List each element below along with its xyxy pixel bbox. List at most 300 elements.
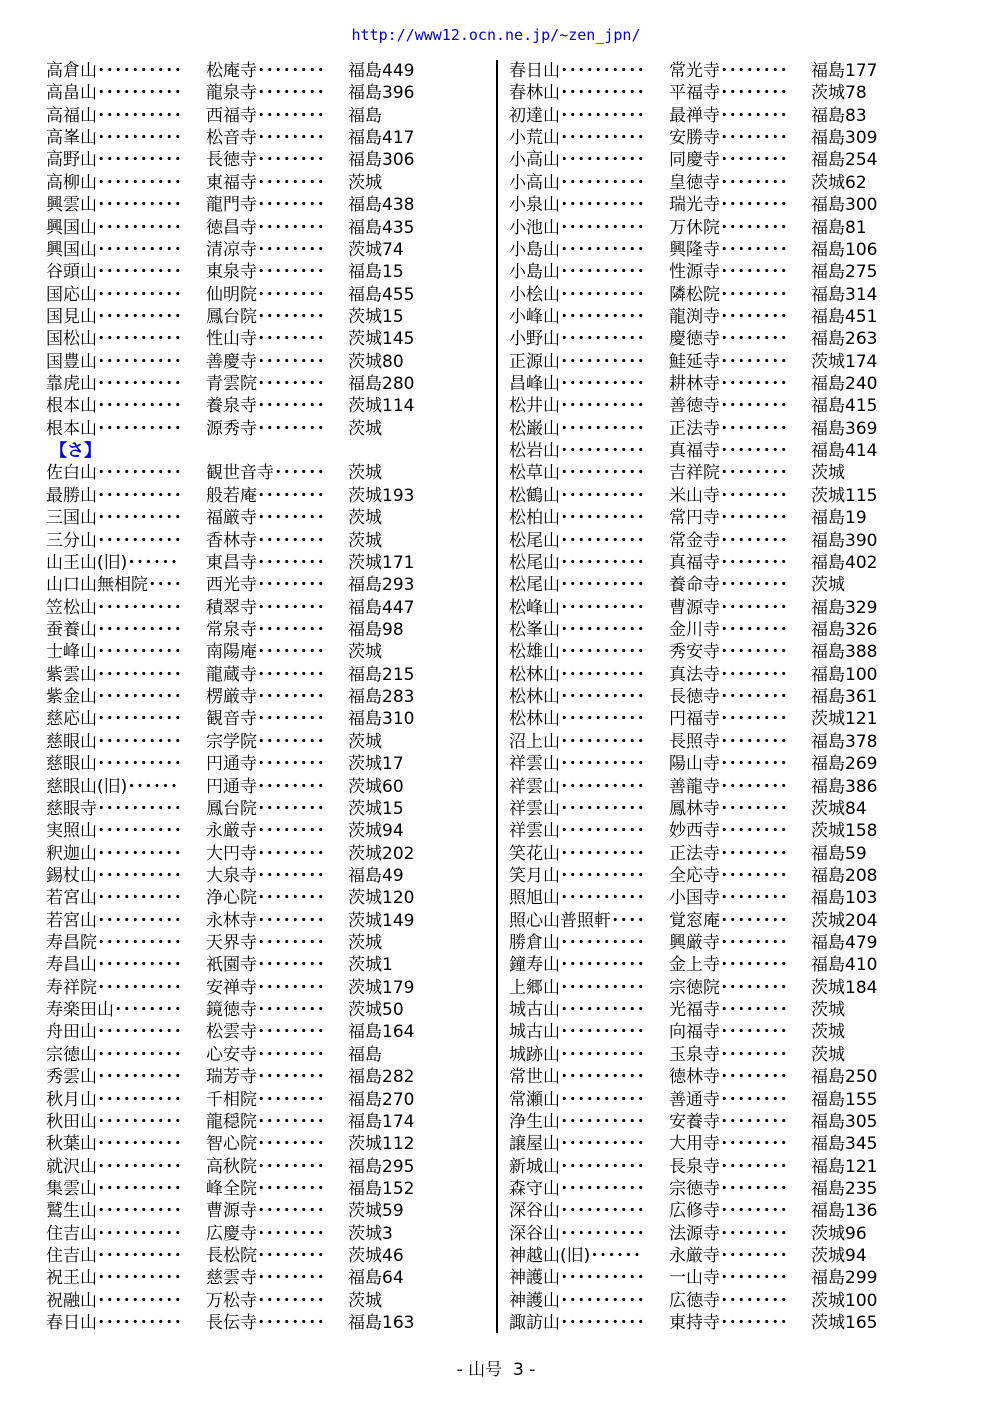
temple-name: 善慶寺････････ xyxy=(206,351,325,372)
temple-name: 覚窓庵････････ xyxy=(669,910,788,931)
mountain-name: 寿祥院･･････････ xyxy=(46,977,182,998)
temple-name: 鳳台院････････ xyxy=(206,306,325,327)
mountain-name: 蚕養山･･････････ xyxy=(46,619,182,640)
location-ref: 茨城 xyxy=(811,1022,845,1043)
temple-name: 浄心院････････ xyxy=(206,888,325,909)
location-ref: 茨城3 xyxy=(348,1223,393,1244)
temple-name: 円福寺････････ xyxy=(669,709,788,730)
location-ref: 福島414 xyxy=(811,441,878,462)
location-ref: 福島64 xyxy=(348,1268,404,1289)
mountain-name: 錫杖山･･････････ xyxy=(46,865,182,886)
mountain-name: 小桧山･･････････ xyxy=(509,284,645,305)
location-ref: 福島136 xyxy=(811,1201,878,1222)
location-ref: 茨城 xyxy=(348,418,382,439)
temple-name: 正法寺････････ xyxy=(669,843,788,864)
location-ref: 福島309 xyxy=(811,128,878,149)
location-ref: 福島235 xyxy=(811,1178,878,1199)
location-ref: 茨城15 xyxy=(348,306,404,327)
temple-name: 龍門寺････････ xyxy=(206,195,325,216)
mountain-name: 高野山･･････････ xyxy=(46,150,182,171)
temple-name: 徳昌寺････････ xyxy=(206,217,325,238)
location-ref: 茨城 xyxy=(811,575,845,596)
mountain-name: 小島山･･････････ xyxy=(509,262,645,283)
location-ref: 茨城50 xyxy=(348,1000,404,1021)
mountain-name: 松巌山･･････････ xyxy=(509,418,645,439)
location-ref: 茨城193 xyxy=(348,485,415,506)
temple-name: 慶徳寺････････ xyxy=(669,329,788,350)
mountain-name: 慈眼寺･･････････ xyxy=(46,798,182,819)
mountain-name: 小荒山･･････････ xyxy=(509,128,645,149)
mountain-name: 昌峰山･･････････ xyxy=(509,374,645,395)
location-ref: 福島100 xyxy=(811,664,878,685)
location-ref: 茨城 xyxy=(348,172,382,193)
mountain-name: 靠虎山･･････････ xyxy=(46,374,182,395)
mountain-name: 高福山･･････････ xyxy=(46,105,182,126)
temple-name: 養命寺････････ xyxy=(669,575,788,596)
mountain-name: 小高山･･････････ xyxy=(509,150,645,171)
temple-name: 宗学院････････ xyxy=(206,731,325,752)
mountain-name: 祝融山･･････････ xyxy=(46,1290,182,1311)
temple-name: 隣松院････････ xyxy=(669,284,788,305)
mountain-name: 祝王山･･････････ xyxy=(46,1268,182,1289)
location-ref: 福島306 xyxy=(348,150,415,171)
location-ref: 茨城 xyxy=(348,508,382,529)
mountain-name: 諏訪山･･････････ xyxy=(509,1313,645,1334)
temple-name: 興厳寺････････ xyxy=(669,933,788,954)
temple-name: 青雲院････････ xyxy=(206,374,325,395)
location-ref: 福島98 xyxy=(348,619,404,640)
temple-name: 平福寺････････ xyxy=(669,83,788,104)
temple-name: 東泉寺････････ xyxy=(206,262,325,283)
mountain-name: 若宮山･･････････ xyxy=(46,888,182,909)
temple-name: 耕林寺････････ xyxy=(669,374,788,395)
section-label: 【さ】 xyxy=(50,441,101,462)
mountain-name: 小島山･･････････ xyxy=(509,239,645,260)
location-ref: 福島174 xyxy=(348,1111,415,1132)
temple-name: 常円寺････････ xyxy=(669,508,788,529)
temple-name: 真福寺････････ xyxy=(669,441,788,462)
location-ref: 茨城 xyxy=(348,463,382,484)
location-ref: 福島293 xyxy=(348,575,415,596)
temple-name: 円通寺････････ xyxy=(206,776,325,797)
mountain-name: 城古山･･････････ xyxy=(509,1000,645,1021)
temple-name: 徳林寺････････ xyxy=(669,1067,788,1088)
mountain-name: 城古山･･････････ xyxy=(509,1022,645,1043)
mountain-name: 松井山･･････････ xyxy=(509,396,645,417)
location-ref: 福島378 xyxy=(811,731,878,752)
mountain-name: 松尾山･･････････ xyxy=(509,552,645,573)
location-ref: 茨城1 xyxy=(348,955,393,976)
location-ref: 福島299 xyxy=(811,1268,878,1289)
mountain-name: 笠松山･･････････ xyxy=(46,597,182,618)
mountain-name: 鐘寿山･･････････ xyxy=(509,955,645,976)
location-ref: 福島280 xyxy=(348,374,415,395)
mountain-name: 沼上山･･････････ xyxy=(509,731,645,752)
temple-name: 大用寺････････ xyxy=(669,1134,788,1155)
location-ref: 福島208 xyxy=(811,865,878,886)
location-ref: 茨城15 xyxy=(348,798,404,819)
location-ref: 福島455 xyxy=(348,284,415,305)
temple-name: 智心院････････ xyxy=(206,1134,325,1155)
mountain-name: 笑花山･･････････ xyxy=(509,843,645,864)
temple-name: 西光寺････････ xyxy=(206,575,325,596)
location-ref: 茨城174 xyxy=(811,351,878,372)
mountain-name: 小高山･･････････ xyxy=(509,172,645,193)
mountain-name: 住吉山･･････････ xyxy=(46,1223,182,1244)
mountain-name: 松尾山･･････････ xyxy=(509,530,645,551)
location-ref: 福島282 xyxy=(348,1067,415,1088)
mountain-name: 舟田山･･････････ xyxy=(46,1022,182,1043)
mountain-name: 集雲山･･････････ xyxy=(46,1178,182,1199)
temple-name: 正法寺････････ xyxy=(669,418,788,439)
mountain-name: 神護山･･････････ xyxy=(509,1268,645,1289)
mountain-name: 秋葉山･･････････ xyxy=(46,1134,182,1155)
mountain-name: 秀雲山･･････････ xyxy=(46,1067,182,1088)
temple-name: 陽山寺････････ xyxy=(669,754,788,775)
location-ref: 茨城120 xyxy=(348,888,415,909)
temple-name: 鳳林寺････････ xyxy=(669,798,788,819)
temple-name: 真福寺････････ xyxy=(669,552,788,573)
temple-name: 皇徳寺････････ xyxy=(669,172,788,193)
mountain-name: 初達山･･････････ xyxy=(509,105,645,126)
mountain-name: 春日山･･････････ xyxy=(509,61,645,81)
location-ref: 茨城 xyxy=(348,1290,382,1311)
temple-name: 永林寺････････ xyxy=(206,910,325,931)
location-ref: 福島163 xyxy=(348,1313,415,1334)
temple-name: 永厳寺････････ xyxy=(669,1246,788,1267)
location-ref: 茨城145 xyxy=(348,329,415,350)
mountain-name: 住吉山･･････････ xyxy=(46,1246,182,1267)
temple-name: 松雲寺････････ xyxy=(206,1022,325,1043)
location-ref: 茨城80 xyxy=(348,351,404,372)
location-ref: 福島275 xyxy=(811,262,878,283)
temple-name: 長照寺････････ xyxy=(669,731,788,752)
temple-name: 瑞芳寺････････ xyxy=(206,1067,325,1088)
temple-name: 吉祥院････････ xyxy=(669,463,788,484)
temple-name: 長泉寺････････ xyxy=(669,1156,788,1177)
mountain-name: 神護山･･････････ xyxy=(509,1290,645,1311)
location-ref: 福島215 xyxy=(348,664,415,685)
location-ref: 茨城179 xyxy=(348,977,415,998)
temple-name: 万松寺････････ xyxy=(206,1290,325,1311)
location-ref: 福島390 xyxy=(811,530,878,551)
temple-name: 大泉寺････････ xyxy=(206,865,325,886)
temple-name: 東福寺････････ xyxy=(206,172,325,193)
mountain-name: 松峯山･･････････ xyxy=(509,619,645,640)
temple-name: 同慶寺････････ xyxy=(669,150,788,171)
location-ref: 福島310 xyxy=(348,709,415,730)
mountain-name: 興雲山･･････････ xyxy=(46,195,182,216)
location-ref: 茨城202 xyxy=(348,843,415,864)
location-ref: 福島49 xyxy=(348,865,404,886)
mountain-name: 最勝山･･････････ xyxy=(46,485,182,506)
location-ref: 福島240 xyxy=(811,374,878,395)
mountain-name: 三国山･･････････ xyxy=(46,508,182,529)
mountain-name: 小野山･･････････ xyxy=(509,329,645,350)
temple-name: 般若庵････････ xyxy=(206,485,325,506)
temple-name: 善徳寺････････ xyxy=(669,396,788,417)
temple-name: 長徳寺････････ xyxy=(206,150,325,171)
temple-name: 南陽庵････････ xyxy=(206,642,325,663)
location-ref: 茨城78 xyxy=(811,83,867,104)
mountain-name: 松林山･･････････ xyxy=(509,709,645,730)
mountain-name: 慈眼山(旧)･･････ xyxy=(46,776,179,797)
mountain-name: 照旭山･･････････ xyxy=(509,888,645,909)
temple-name: 千相院････････ xyxy=(206,1089,325,1110)
temple-name: 善通寺････････ xyxy=(669,1089,788,1110)
temple-name: 永厳寺････････ xyxy=(206,821,325,842)
mountain-name: 根本山･･････････ xyxy=(46,418,182,439)
mountain-name: 深谷山･･････････ xyxy=(509,1223,645,1244)
mountain-name: 小峰山･･････････ xyxy=(509,306,645,327)
temple-name: 光福寺････････ xyxy=(669,1000,788,1021)
location-ref: 福島59 xyxy=(811,843,867,864)
mountain-name: 春日山･･････････ xyxy=(46,1313,182,1334)
temple-name: 瑞光寺････････ xyxy=(669,195,788,216)
location-ref: 福島254 xyxy=(811,150,878,171)
mountain-name: 松柏山･･････････ xyxy=(509,508,645,529)
temple-name: 広徳寺････････ xyxy=(669,1290,788,1311)
temple-name: 仙明院････････ xyxy=(206,284,325,305)
location-ref: 茨城 xyxy=(811,1044,845,1065)
mountain-name: 慈応山･･････････ xyxy=(46,709,182,730)
temple-name: 龍泉寺････････ xyxy=(206,83,325,104)
temple-name: 秀安寺････････ xyxy=(669,642,788,663)
mountain-name: 松雄山･･････････ xyxy=(509,642,645,663)
mountain-name: 譲屋山･･････････ xyxy=(509,1134,645,1155)
temple-name: 宗徳院････････ xyxy=(669,977,788,998)
temple-name: 善龍寺････････ xyxy=(669,776,788,797)
location-ref: 茨城17 xyxy=(348,754,404,775)
location-ref: 茨城59 xyxy=(348,1201,404,1222)
temple-name: 万休院････････ xyxy=(669,217,788,238)
location-ref: 福島295 xyxy=(348,1156,415,1177)
mountain-name: 祥雲山･･････････ xyxy=(509,754,645,775)
location-ref: 茨城100 xyxy=(811,1290,878,1311)
location-ref: 福島283 xyxy=(348,687,415,708)
location-ref: 福島410 xyxy=(811,955,878,976)
mountain-name: 松草山･･････････ xyxy=(509,463,645,484)
location-ref: 茨城 xyxy=(811,463,845,484)
location-ref: 福島250 xyxy=(811,1067,878,1088)
mountain-name: 興国山･･････････ xyxy=(46,239,182,260)
temple-name: 小国寺････････ xyxy=(669,888,788,909)
temple-name: 長松院････････ xyxy=(206,1246,325,1267)
temple-name: 広慶寺････････ xyxy=(206,1223,325,1244)
mountain-name: 寿昌院･･････････ xyxy=(46,933,182,954)
header-url[interactable]: http://www12.ocn.ne.jp/~zen_jpn/ xyxy=(351,26,641,44)
mountain-name: 松尾山･･････････ xyxy=(509,575,645,596)
location-ref: 茨城94 xyxy=(811,1246,867,1267)
temple-name: 最禅寺････････ xyxy=(669,105,788,126)
temple-name: 常金寺････････ xyxy=(669,530,788,551)
location-ref: 福島270 xyxy=(348,1089,415,1110)
location-ref: 茨城121 xyxy=(811,709,878,730)
location-ref: 茨城84 xyxy=(811,798,867,819)
location-ref: 福島121 xyxy=(811,1156,878,1177)
mountain-name: 国応山･･････････ xyxy=(46,284,182,305)
mountain-name: 松峰山･･････････ xyxy=(509,597,645,618)
location-ref: 福島451 xyxy=(811,306,878,327)
temple-name: 安勝寺････････ xyxy=(669,128,788,149)
location-ref: 福島326 xyxy=(811,619,878,640)
temple-name: 東昌寺････････ xyxy=(206,552,325,573)
location-ref: 福島164 xyxy=(348,1022,415,1043)
location-ref: 福島388 xyxy=(811,642,878,663)
mountain-name: 寿楽田山････････ xyxy=(46,1000,182,1021)
location-ref: 茨城171 xyxy=(348,552,415,573)
mountain-name: 上郷山･･････････ xyxy=(509,977,645,998)
location-ref: 茨城 xyxy=(348,731,382,752)
location-ref: 福島438 xyxy=(348,195,415,216)
temple-name: 龍渕寺････････ xyxy=(669,306,788,327)
mountain-name: 宗徳山･･････････ xyxy=(46,1044,182,1065)
temple-name: 円通寺････････ xyxy=(206,754,325,775)
temple-name: 観世音寺･･････ xyxy=(206,463,325,484)
temple-name: 祇園寺････････ xyxy=(206,955,325,976)
location-ref: 福島19 xyxy=(811,508,867,529)
temple-name: 常光寺････････ xyxy=(669,61,788,81)
location-ref: 福島369 xyxy=(811,418,878,439)
mountain-name: 祥雲山･･････････ xyxy=(509,798,645,819)
page-footer: - 山号 3 - xyxy=(456,1360,536,1380)
location-ref: 茨城46 xyxy=(348,1246,404,1267)
mountain-name: 照心山普照軒････ xyxy=(509,910,645,931)
mountain-name: 鷲生山･･････････ xyxy=(46,1201,182,1222)
location-ref: 福島435 xyxy=(348,217,415,238)
temple-name: 米山寺････････ xyxy=(669,485,788,506)
temple-name: 鳳台院････････ xyxy=(206,798,325,819)
temple-name: 松庵寺････････ xyxy=(206,61,325,81)
mountain-name: 三分山･･････････ xyxy=(46,530,182,551)
location-ref: 茨城165 xyxy=(811,1313,878,1334)
location-ref: 福島103 xyxy=(811,888,878,909)
temple-name: 松音寺････････ xyxy=(206,128,325,149)
temple-name: 龍穏院････････ xyxy=(206,1111,325,1132)
location-ref: 福島361 xyxy=(811,687,878,708)
mountain-name: 春林山･･････････ xyxy=(509,83,645,104)
location-ref: 福島402 xyxy=(811,552,878,573)
temple-name: 宗徳寺････････ xyxy=(669,1178,788,1199)
temple-name: 安禅寺････････ xyxy=(206,977,325,998)
location-ref: 茨城94 xyxy=(348,821,404,842)
temple-name: 高秋院････････ xyxy=(206,1156,325,1177)
location-ref: 茨城96 xyxy=(811,1223,867,1244)
mountain-name: 実照山･･････････ xyxy=(46,821,182,842)
temple-name: 源秀寺････････ xyxy=(206,418,325,439)
temple-name: 鏡徳寺････････ xyxy=(206,1000,325,1021)
location-ref: 福島314 xyxy=(811,284,878,305)
mountain-name: 小池山･･････････ xyxy=(509,217,645,238)
location-ref: 福島177 xyxy=(811,61,878,81)
mountain-name: 祥雲山･･････････ xyxy=(509,821,645,842)
location-ref: 福島386 xyxy=(811,776,878,797)
location-ref: 茨城158 xyxy=(811,821,878,842)
mountain-name: 浄生山･･････････ xyxy=(509,1111,645,1132)
temple-name: 慈雲寺････････ xyxy=(206,1268,325,1289)
mountain-name: 松林山･･････････ xyxy=(509,687,645,708)
temple-name: 観音寺････････ xyxy=(206,709,325,730)
location-ref: 福島417 xyxy=(348,128,415,149)
location-ref: 福島329 xyxy=(811,597,878,618)
temple-name: 大円寺････････ xyxy=(206,843,325,864)
temple-name: 金川寺････････ xyxy=(669,619,788,640)
temple-name: 天界寺････････ xyxy=(206,933,325,954)
mountain-name: 山口山無相院････ xyxy=(46,575,182,596)
location-ref: 茨城 xyxy=(811,1000,845,1021)
mountain-name: 高畠山･･････････ xyxy=(46,83,182,104)
location-ref: 茨城204 xyxy=(811,910,878,931)
location-ref: 福島345 xyxy=(811,1134,878,1155)
mountain-name: 新城山･･････････ xyxy=(509,1156,645,1177)
location-ref: 福島479 xyxy=(811,933,878,954)
location-ref: 茨城184 xyxy=(811,977,878,998)
mountain-name: 森守山･･････････ xyxy=(509,1178,645,1199)
mountain-name: 山王山(旧)･･････ xyxy=(46,552,179,573)
mountain-name: 祥雲山･･････････ xyxy=(509,776,645,797)
mountain-name: 常瀬山･･････････ xyxy=(509,1089,645,1110)
mountain-name: 国見山･･････････ xyxy=(46,306,182,327)
temple-name: 西福寺････････ xyxy=(206,105,325,126)
mountain-name: 高峯山･･････････ xyxy=(46,128,182,149)
location-ref: 茨城112 xyxy=(348,1134,415,1155)
location-ref: 福島83 xyxy=(811,105,867,126)
mountain-name: 常世山･･････････ xyxy=(509,1067,645,1088)
location-ref: 茨城 xyxy=(348,530,382,551)
temple-name: 心安寺････････ xyxy=(206,1044,325,1065)
mountain-name: 釈迦山･･････････ xyxy=(46,843,182,864)
mountain-name: 士峰山･･････････ xyxy=(46,642,182,663)
mountain-name: 勝倉山･･････････ xyxy=(509,933,645,954)
location-ref: 茨城 xyxy=(348,933,382,954)
location-ref: 茨城62 xyxy=(811,172,867,193)
location-ref: 福島81 xyxy=(811,217,867,238)
location-ref: 福島15 xyxy=(348,262,404,283)
column-divider xyxy=(496,60,498,1333)
mountain-name: 慈眼山･･････････ xyxy=(46,731,182,752)
location-ref: 茨城74 xyxy=(348,239,404,260)
temple-name: 福厳寺････････ xyxy=(206,508,325,529)
mountain-name: 就沢山･･････････ xyxy=(46,1156,182,1177)
mountain-name: 谷頭山･･････････ xyxy=(46,262,182,283)
location-ref: 福島106 xyxy=(811,239,878,260)
location-ref: 茨城149 xyxy=(348,910,415,931)
location-ref: 福島 xyxy=(348,1044,382,1065)
location-ref: 福島449 xyxy=(348,61,415,81)
mountain-name: 寿昌山･･････････ xyxy=(46,955,182,976)
temple-name: 安養寺････････ xyxy=(669,1111,788,1132)
temple-name: 性山寺････････ xyxy=(206,329,325,350)
location-ref: 福島305 xyxy=(811,1111,878,1132)
mountain-name: 高倉山･･････････ xyxy=(46,61,182,81)
temple-name: 龍蔵寺････････ xyxy=(206,664,325,685)
temple-name: 楞厳寺････････ xyxy=(206,687,325,708)
location-ref: 福島155 xyxy=(811,1089,878,1110)
mountain-name: 紫雲山･･････････ xyxy=(46,664,182,685)
mountain-name: 松鶴山･･････････ xyxy=(509,485,645,506)
temple-name: 一山寺････････ xyxy=(669,1268,788,1289)
temple-name: 興隆寺････････ xyxy=(669,239,788,260)
temple-name: 峰全院････････ xyxy=(206,1178,325,1199)
mountain-name: 高柳山･･････････ xyxy=(46,172,182,193)
mountain-name: 神越山(旧)･･････ xyxy=(509,1246,642,1267)
temple-name: 香林寺････････ xyxy=(206,530,325,551)
temple-name: 養泉寺････････ xyxy=(206,396,325,417)
location-ref: 茨城114 xyxy=(348,396,415,417)
location-ref: 茨城60 xyxy=(348,776,404,797)
temple-name: 常泉寺････････ xyxy=(206,619,325,640)
mountain-name: 正源山･･････････ xyxy=(509,351,645,372)
